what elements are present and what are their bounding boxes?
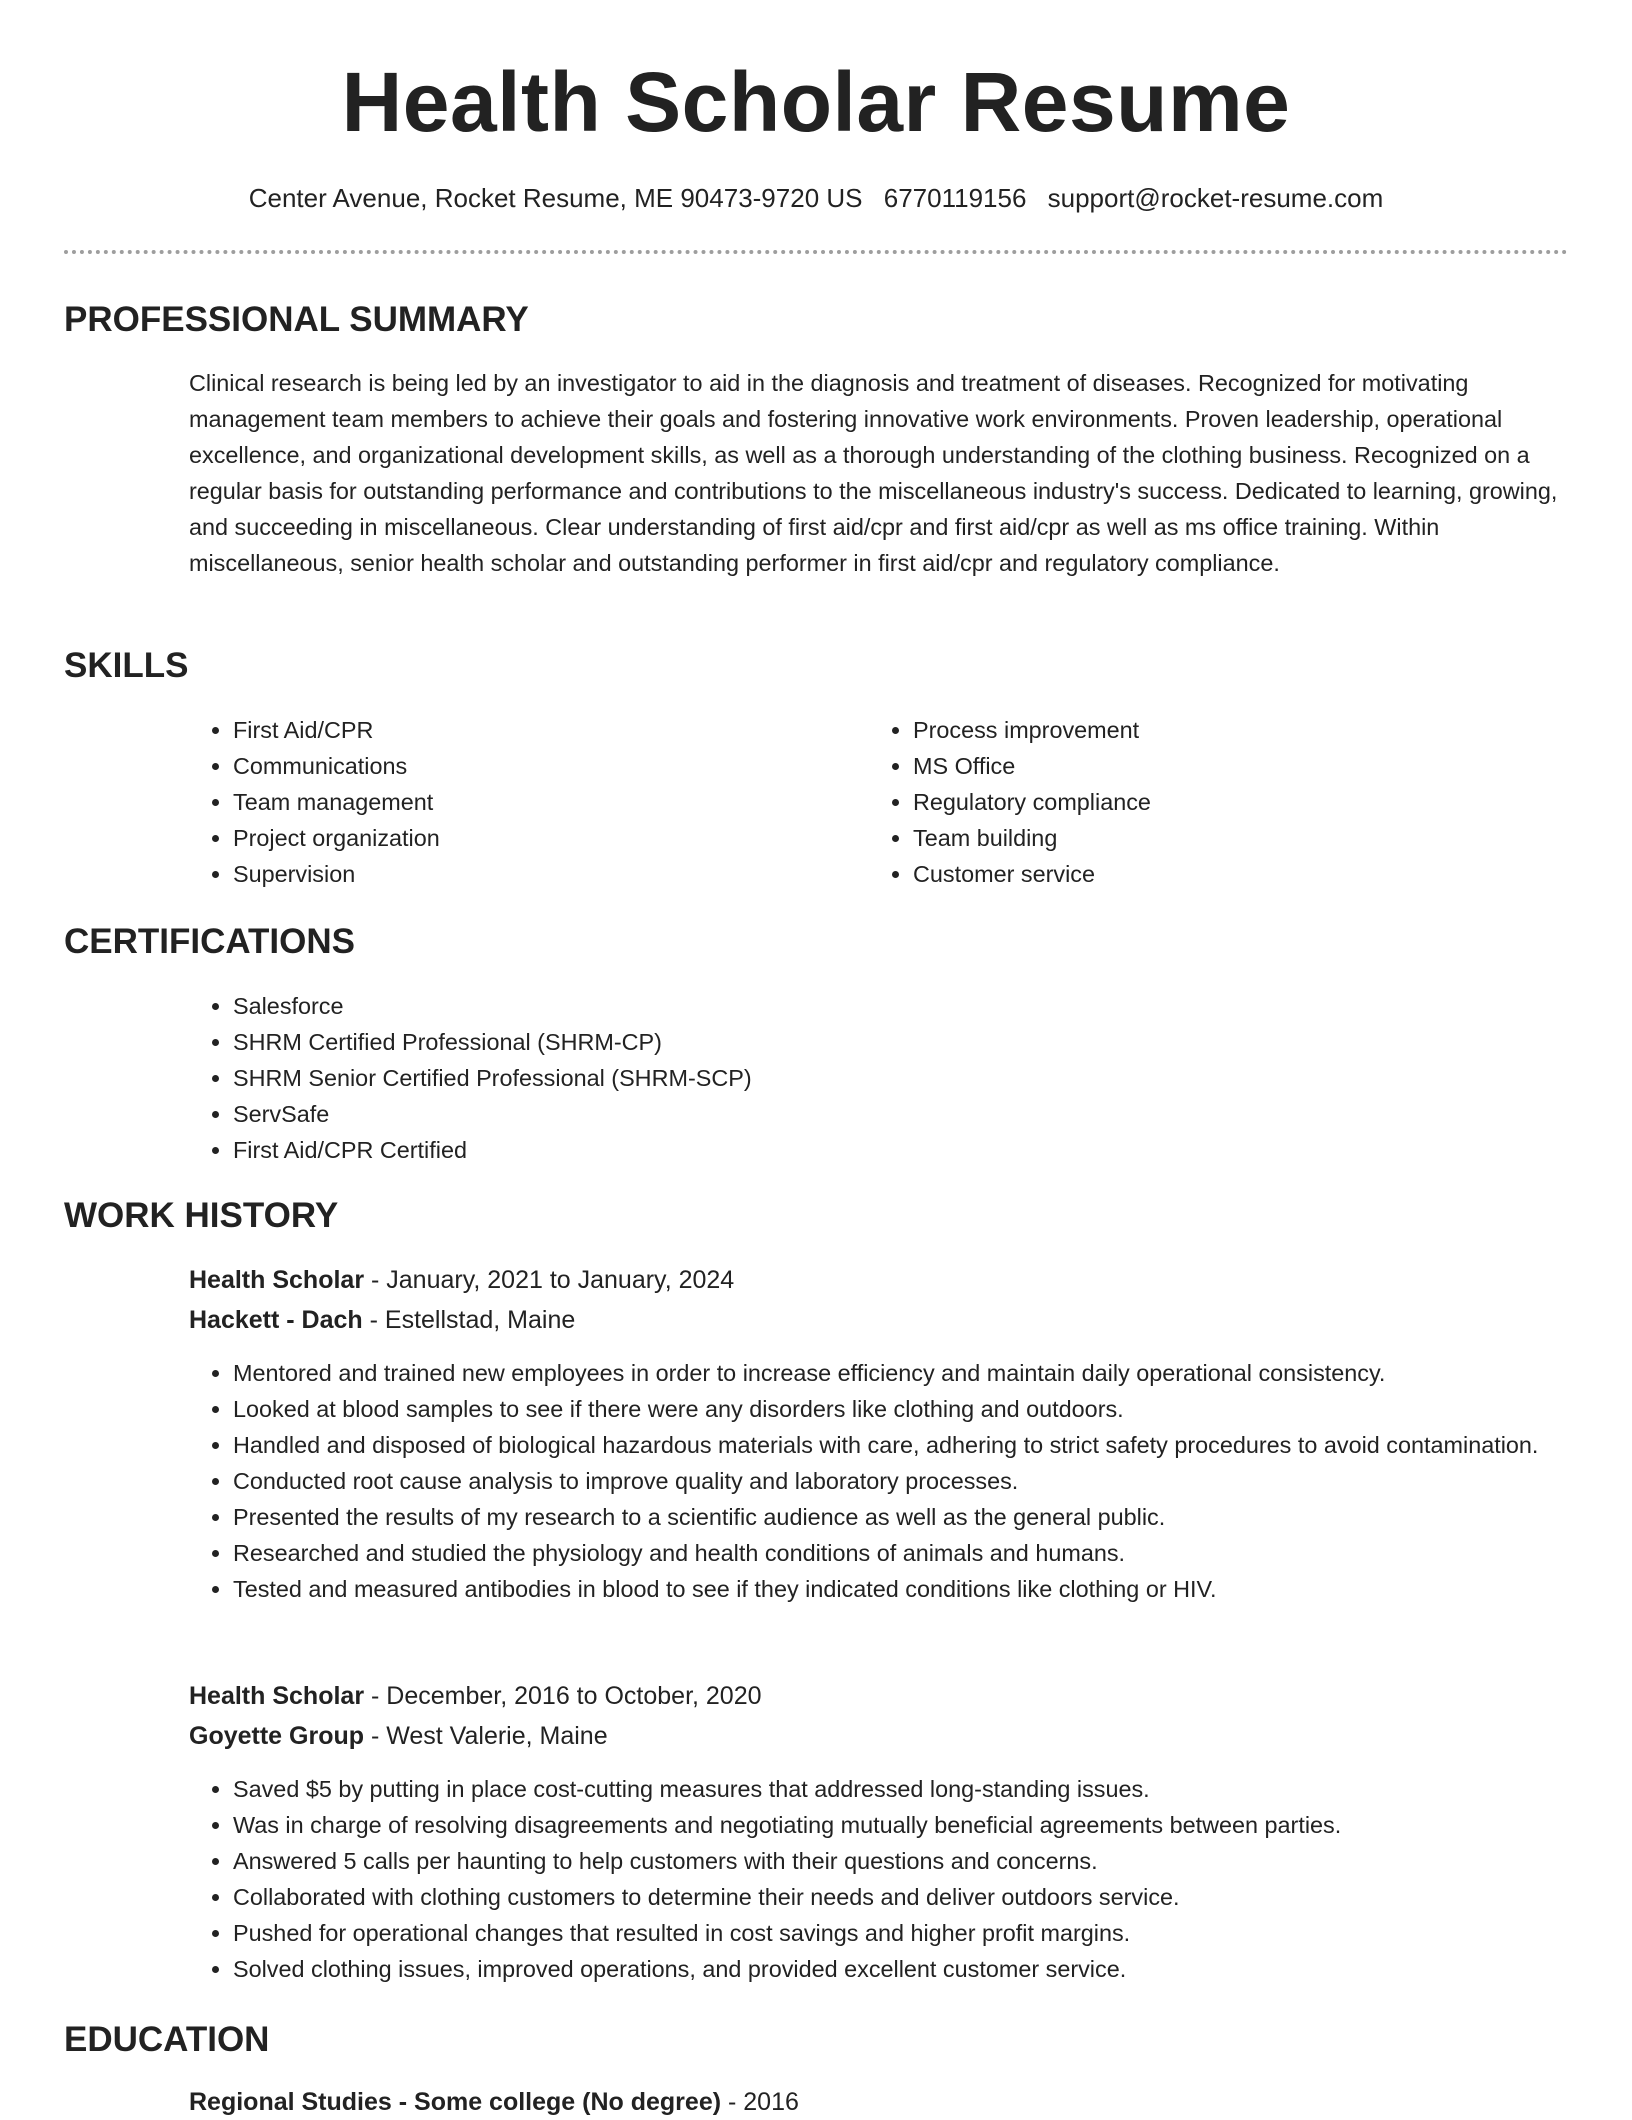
job-duty: • Tested and measured antibodies in blood to see if they indicated conditions like clothing or HIV. xyxy=(233,1571,1545,1607)
job-duty: • Saved $5 by putting in place cost-cutting measures that addressed long-standing issues. xyxy=(233,1771,1573,1807)
job-duty: • Conducted root cause analysis to improve quality and laboratory processes. xyxy=(233,1463,1545,1499)
job-company: Hackett - Dach xyxy=(189,1306,363,1334)
education-heading: EDUCATION xyxy=(64,2020,270,2059)
job-company-line xyxy=(189,1302,575,1338)
skill-item: • Communications xyxy=(233,748,833,784)
job-dates: - December, 2016 to October, 2020 xyxy=(364,1682,762,1710)
skills-list-left xyxy=(189,712,833,892)
education-year: - 2016 xyxy=(721,2088,799,2116)
job-duty: • Handled and disposed of biological hazardous materials with care, adhering to strict safety procedures to avoid contamination. xyxy=(233,1427,1545,1463)
contact-phone: 6770119156 xyxy=(883,183,1027,213)
job-duty: • Looked at blood samples to see if there were any disorders like clothing and outdoors. xyxy=(233,1391,1545,1427)
contact-address: Center Avenue, Rocket Resume, ME 90473-9720 US xyxy=(248,183,863,213)
skill-item: • First Aid/CPR xyxy=(233,712,833,748)
job-duties-list xyxy=(189,1355,1545,1607)
job-duty: • Collaborated with clothing customers to determine their needs and deliver outdoors service. xyxy=(233,1879,1573,1915)
job-location: - Estellstad, Maine xyxy=(362,1306,576,1334)
job-duty: • Presented the results of my research to a scientific audience as well as the general public. xyxy=(233,1499,1545,1535)
certification-item: • Salesforce xyxy=(233,988,1533,1024)
job-duty: • Researched and studied the physiology and health conditions of animals and humans. xyxy=(233,1535,1545,1571)
skills-heading: SKILLS xyxy=(64,646,189,685)
job-duty: • Pushed for operational changes that resulted in cost savings and higher profit margins. xyxy=(233,1915,1573,1951)
education-line xyxy=(189,2084,799,2120)
job-title-line xyxy=(189,1678,762,1714)
job-duty: • Answered 5 calls per haunting to help customers with their questions and concerns. xyxy=(233,1843,1573,1879)
skills-list-right xyxy=(869,712,1513,892)
certifications-heading: CERTIFICATIONS xyxy=(64,922,356,961)
resume-title: Health Scholar Resume xyxy=(341,55,1291,149)
header-divider xyxy=(64,250,1568,254)
certification-item: • ServSafe xyxy=(233,1096,1533,1132)
contact-line xyxy=(0,180,1632,216)
certifications-list xyxy=(189,988,1533,1168)
job-title-line xyxy=(189,1262,734,1298)
certification-item: • First Aid/CPR Certified xyxy=(233,1132,1533,1168)
skill-item: • Team building xyxy=(913,820,1513,856)
skill-item: • Customer service xyxy=(913,856,1513,892)
education-degree: Regional Studies - Some college (No degree) xyxy=(189,2088,722,2116)
job-duty: • Solved clothing issues, improved operations, and provided excellent customer service. xyxy=(233,1951,1573,1987)
work-history-heading: WORK HISTORY xyxy=(64,1196,339,1235)
summary-text: Clinical research is being led by an investigator to aid in the diagnosis and treatment of diseases. Recognized for motivating management team members to achieve their goals and fostering innovative work environments. Proven leadership, operational excellence, and organizational development skills, as well as a thorough understanding of the clothing business. Recognized on a regular basis for outstanding performance and contributions to the miscellaneous industry's success. Dedicated to learning, growing, and succeeding in miscellaneous. Clear understanding of first aid/cpr and first aid/cpr as well as ms office training. Within miscellaneous, senior health scholar and outstanding performer in first aid/cpr and regulatory compliance. xyxy=(189,370,1558,576)
job-duty: • Mentored and trained new employees in order to increase efficiency and maintain daily operational consistency. xyxy=(233,1355,1545,1391)
job-dates: - January, 2021 to January, 2024 xyxy=(364,1266,735,1294)
skill-item: • MS Office xyxy=(913,748,1513,784)
job-duty: • Was in charge of resolving disagreements and negotiating mutually beneficial agreements between parties. xyxy=(233,1807,1573,1843)
skill-item: • Team management xyxy=(233,784,833,820)
skill-item: • Project organization xyxy=(233,820,833,856)
contact-email: support@rocket-resume.com xyxy=(1047,183,1384,213)
job-company-line xyxy=(189,1718,608,1754)
job-location: - West Valerie, Maine xyxy=(364,1722,608,1750)
skill-item: • Process improvement xyxy=(913,712,1513,748)
skill-item: • Regulatory compliance xyxy=(913,784,1513,820)
certification-item: • SHRM Certified Professional (SHRM-CP) xyxy=(233,1024,1533,1060)
job-title: Health Scholar xyxy=(189,1682,365,1710)
summary-heading: PROFESSIONAL SUMMARY xyxy=(64,300,529,339)
job-company: Goyette Group xyxy=(189,1722,365,1750)
certification-item: • SHRM Senior Certified Professional (SHRM-SCP) xyxy=(233,1060,1533,1096)
job-title: Health Scholar xyxy=(189,1266,365,1294)
skill-item: • Supervision xyxy=(233,856,833,892)
job-duties-list xyxy=(189,1771,1573,1987)
